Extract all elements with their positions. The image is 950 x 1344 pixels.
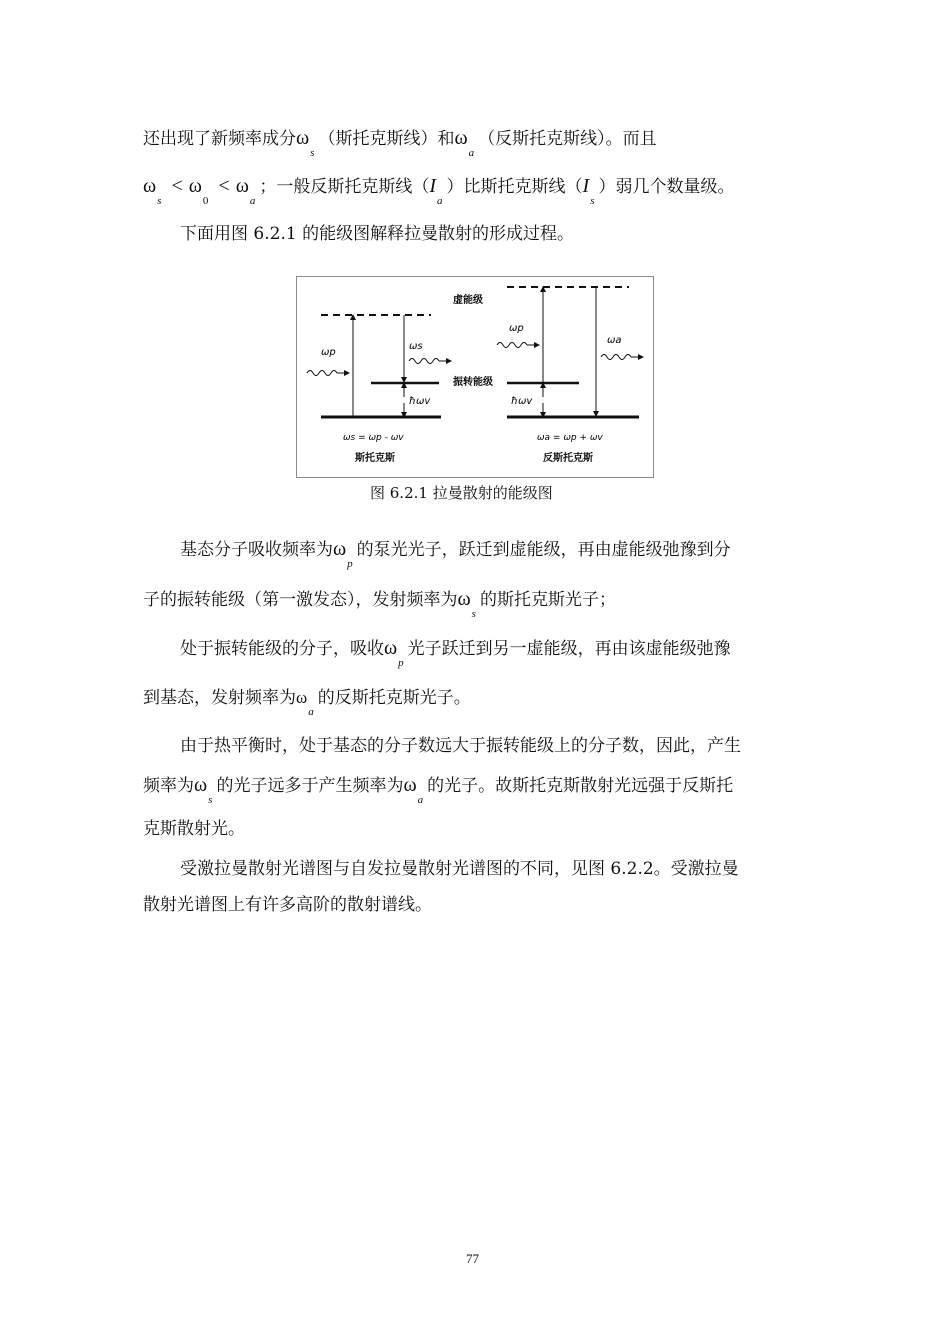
text-segment: ）比斯托克斯线（	[446, 177, 583, 197]
text-segment: 下面用图 6.2.1 的能级图解释拉曼散射的形成过程。	[180, 224, 575, 244]
subscript: a	[437, 195, 443, 207]
text-line-1	[143, 126, 657, 159]
hbar-omega-v-label-right: ħωv	[511, 396, 533, 407]
omega-symbol: ω	[143, 175, 157, 197]
stokes-title: 斯托克斯	[355, 453, 395, 464]
pump-wave-right	[497, 343, 527, 348]
subscript: s	[471, 608, 476, 620]
text-segment: 的光子远多于产生频率为	[216, 776, 404, 796]
subscript: a	[308, 706, 314, 718]
text-segment: 散射光谱图上有许多高阶的散射谱线。	[143, 895, 432, 915]
text-segment: 克斯散射光。	[143, 819, 245, 839]
subscript: a	[417, 794, 424, 806]
text-line-3	[180, 222, 574, 246]
subscript: s	[310, 147, 315, 159]
text-line-2	[143, 174, 735, 207]
text-line-7	[143, 686, 471, 718]
intensity-symbol: I	[582, 175, 590, 197]
less-than-symbol: <	[171, 175, 183, 197]
stokes-formula: ωs = ωp - ωv	[343, 433, 404, 443]
text-segment: 基态分子吸收频率为	[180, 540, 333, 560]
omega-symbol: ω	[384, 637, 398, 659]
omega-p-label-right: ωp	[509, 323, 524, 334]
text-segment: 子的振转能级（第一激发态），发射频率为	[143, 590, 458, 610]
text-segment: 的反斯托克斯光子。	[317, 688, 471, 708]
omega-symbol: ω	[454, 127, 468, 149]
subscript: a	[249, 195, 256, 207]
text-line-11	[180, 857, 739, 881]
omega-symbol: ω	[403, 774, 417, 796]
text-line-6	[180, 636, 731, 669]
omega-p-label-left: ωp	[321, 347, 336, 358]
anti-stokes-wave	[601, 355, 631, 360]
energy-level-diagram	[297, 277, 653, 477]
omega-symbol: ω	[333, 538, 347, 560]
omega-symbol: ω	[188, 175, 202, 197]
text-line-4	[180, 537, 731, 570]
text-line-12	[143, 893, 432, 917]
subscript: p	[398, 657, 404, 669]
omega-s-label: ωs	[409, 341, 423, 352]
text-segment: （斯托克斯线）和	[318, 129, 455, 149]
text-segment: 受激拉曼散射光谱图与自发拉曼散射光谱图的不同，见图 6.2.2。受激拉曼	[180, 859, 739, 879]
omega-symbol: ω	[194, 774, 208, 796]
subscript: s	[590, 195, 595, 207]
anti-stokes-title: 反斯托克斯	[543, 453, 593, 464]
subscript: s	[157, 195, 162, 207]
text-segment: ）弱几个数量级。	[598, 177, 735, 197]
subscript: s	[208, 794, 213, 806]
omega-symbol: ω	[296, 688, 308, 707]
pump-wave-left	[307, 371, 337, 376]
intensity-symbol: I	[429, 175, 437, 197]
omega-symbol: ω	[296, 127, 310, 149]
text-segment: （反斯托克斯线）。而且	[478, 129, 657, 149]
omega-a-label: ωa	[607, 335, 622, 346]
subscript: 0	[202, 195, 209, 207]
text-segment: 光子跃迁到另一虚能级，再由该虚能级弛豫	[407, 639, 731, 659]
text-segment: 的斯托克斯光子；	[479, 590, 616, 610]
text-segment: 频率为	[143, 776, 194, 796]
text-line-8	[180, 734, 741, 758]
less-than-symbol: <	[218, 175, 230, 197]
virtual-level-label: 虚能级	[453, 295, 483, 306]
text-segment: 的泵光光子，跃迁到虚能级，再由虚能级弛豫到分	[356, 540, 731, 560]
stokes-wave	[409, 359, 439, 364]
text-segment: 还出现了新频率成分	[143, 129, 296, 149]
text-segment: 的光子。故斯托克斯散射光远强于反斯托	[427, 776, 734, 796]
figure-caption: 图 6.2.1 拉曼散射的能级图	[370, 484, 553, 502]
hbar-omega-v-label-left: ħωv	[409, 396, 431, 407]
text-line-9	[143, 773, 734, 806]
subscript: p	[347, 558, 353, 570]
omega-symbol: ω	[235, 175, 249, 197]
omega-symbol: ω	[457, 588, 471, 610]
anti-stokes-formula: ωa = ωp + ωv	[537, 433, 603, 443]
text-line-10	[143, 817, 245, 841]
page-number: 77	[466, 1251, 479, 1266]
vibrational-level-label: 振转能级	[453, 377, 493, 388]
text-segment: 处于振转能级的分子，吸收	[180, 639, 384, 659]
text-segment: 由于热平衡时，处于基态的分子数远大于振转能级上的分子数，因此，产生	[180, 736, 741, 756]
subscript: a	[468, 147, 475, 159]
energy-level-figure	[296, 276, 654, 478]
text-line-5	[143, 587, 616, 620]
text-segment: ；一般反斯托克斯线（	[259, 177, 430, 197]
text-segment: 到基态，发射频率为	[143, 688, 296, 708]
